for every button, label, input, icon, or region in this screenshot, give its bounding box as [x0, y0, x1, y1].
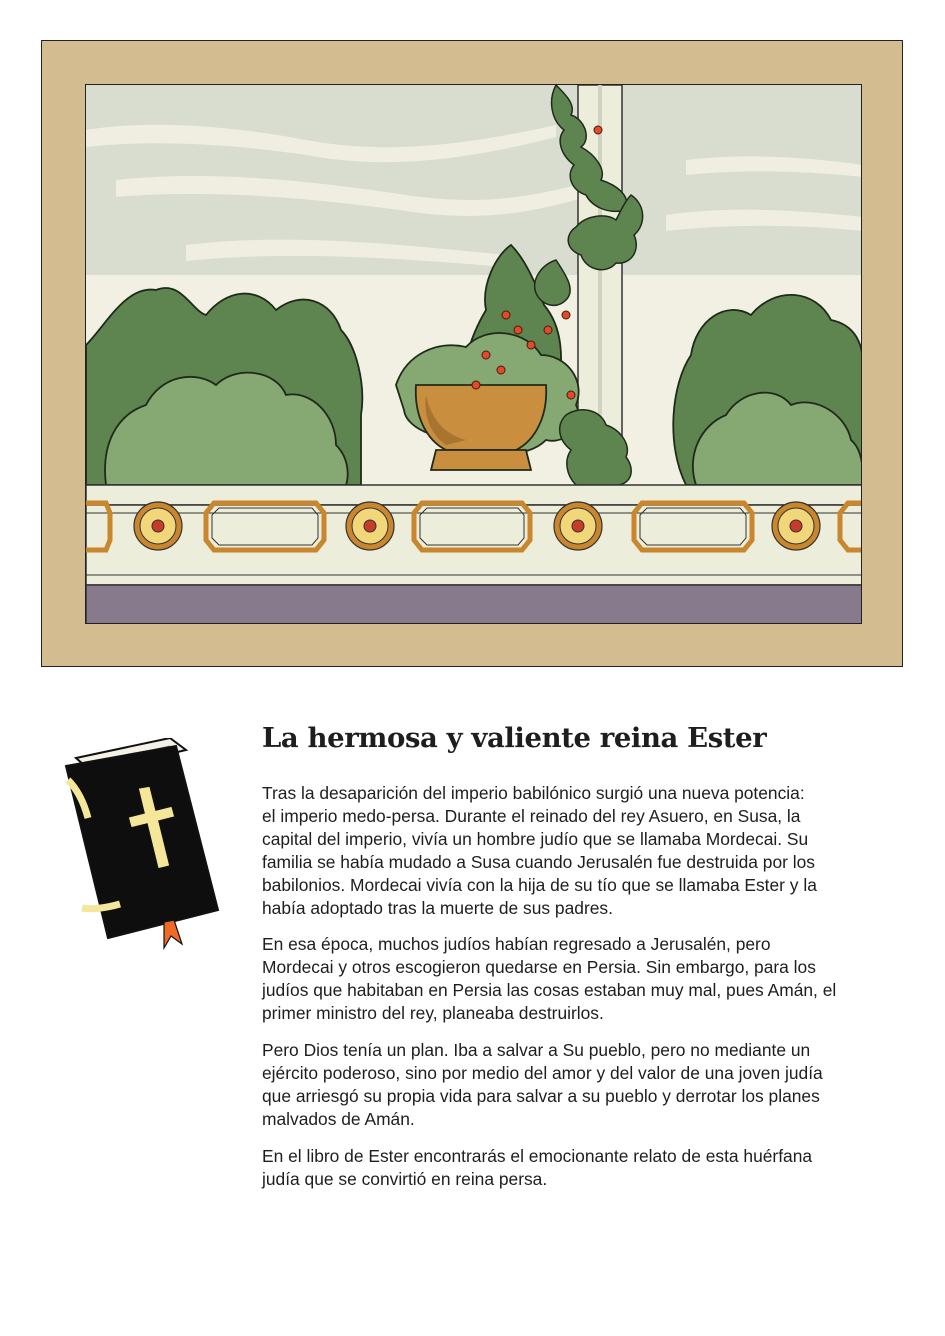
paragraph-3: Pero Dios tenía un plan. Iba a salvar a Su pueblo, pero no mediante un ejército poderoso, sino por medio del amor y del valor de una joven judía que arriesgó su propia vida para salvar a su pueblo y derrotar los planes malvados de Amán.	[262, 1040, 823, 1129]
paragraph-2: En esa época, muchos judíos habían regresado a Jerusalén, pero Mordecai y otros escogieron quedarse en Persia. Sin embargo, para los judíos que habitaban en Persia las cosas estaban muy mal, pues Amán, el primer ministro del rey, planeaba destruirlos.	[262, 934, 837, 1024]
balcony-scene	[85, 84, 862, 624]
illustration-frame	[41, 40, 903, 667]
paragraph-1: Tras la desaparición del imperio babilónico surgió una nueva potencia: el imperio medo-persa. Durante el reinado del rey Asuero, en Susa, la capital del imperio, vivía un hombre judío que se llamaba Mordecai. Su familia se había mudado a Susa cuando Jerusalén fue destruida por los babilonios. Mordecai vivía con la hija de su tío que se llamaba Ester y la había adoptado tras la muerte de sus padres.	[262, 783, 817, 918]
story-text	[262, 782, 902, 1205]
left-bushes	[86, 288, 362, 485]
floor	[86, 585, 862, 624]
bible-icon	[58, 738, 233, 958]
page-title: La hermosa y valiente reina Ester	[262, 722, 767, 754]
paragraph-4: En el libro de Ester encontrarás el emocionante relato de esta huérfana judía que se convirtió en reina persa.	[262, 1145, 813, 1189]
bookmark-ribbon-icon	[164, 920, 182, 948]
balcony-illustration	[86, 85, 862, 624]
